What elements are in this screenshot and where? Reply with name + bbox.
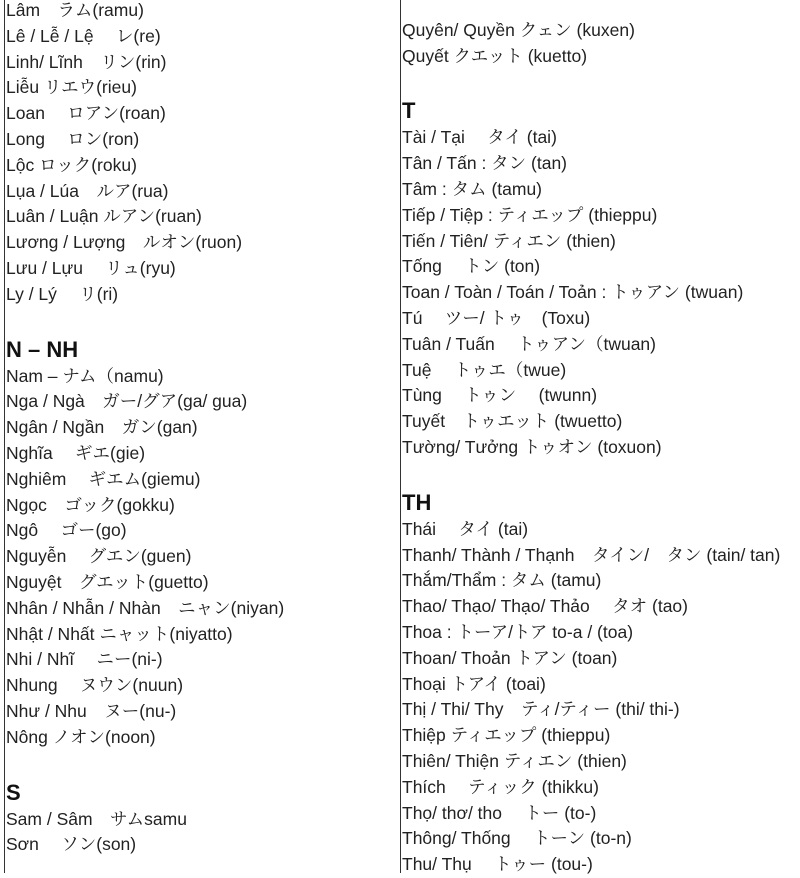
name-entry: Lưu / Lựu リュ(ryu) (6, 257, 176, 278)
name-entry: Tiến / Tiên/ ティエン (thien) (402, 230, 616, 251)
name-entry: Tống トン (ton) (402, 256, 541, 277)
name-entry: Tiếp / Tiệp : ティエップ (thieppu) (402, 204, 658, 225)
name-entry: Sơn ソン(son) (6, 834, 137, 855)
name-entry: Nga / Ngà ガー/グア(ga/ gua) (6, 391, 248, 412)
name-entry: Tuệ トゥエ（twue) (402, 359, 567, 380)
section-gap (402, 69, 798, 97)
name-entry: Lương / Lượng ルオン(ruon) (6, 232, 243, 253)
name-entry: Tú ツー/ トゥ (Toxu) (402, 307, 591, 328)
name-entry: Tuân / Tuấn トゥアン（twuan) (402, 333, 656, 354)
name-entry: Loan ロアン(roan) (6, 103, 166, 124)
name-entry: Tùng トゥン (twunn) (402, 385, 598, 406)
name-entry: Ly / Lý リ(ri) (6, 283, 119, 304)
name-entry: Nhi / Nhĩ ニー(ni-) (6, 649, 163, 670)
cropped-line (402, 0, 798, 18)
name-entry: Lộc ロック(roku) (6, 154, 137, 175)
name-entry: Luân / Luận ルアン(ruan) (6, 206, 202, 227)
column-divider (400, 0, 401, 873)
name-entry: Ngọc ゴック(gokku) (6, 494, 175, 515)
name-entry: Thanh/ Thành / Thạnh タイン/ タン (tain/ tan) (402, 544, 781, 565)
name-entry: Tuyết トゥエット (twuetto) (402, 411, 623, 432)
name-entry: Nông ノオン(noon) (6, 726, 156, 747)
name-entry: Thông/ Thống トーン (to-n) (402, 828, 632, 849)
name-entry: Linh/ Lĩnh リン(rin) (6, 51, 167, 72)
section-heading-th: TH (402, 489, 432, 515)
name-entry: Liễu リエウ(rieu) (6, 77, 137, 98)
section-gap (6, 308, 398, 336)
l-entries-list (6, 0, 398, 308)
name-entry: Thiệp ティエップ (thieppu) (402, 725, 611, 746)
name-entry: Thao/ Thạo/ Thạo/ Thảo タオ (tao) (402, 596, 688, 617)
s-entries-list (6, 807, 398, 859)
name-entry: Thắm/Thẩm : タム (tamu) (402, 570, 602, 591)
name-entry: Ngô ゴー(go) (6, 520, 127, 541)
name-entry: Thích ティック (thikku) (402, 776, 599, 797)
left-border-line (4, 0, 5, 873)
th-entries-list (402, 517, 798, 878)
name-entry: Thu/ Thụ トゥー (tou-) (402, 854, 593, 875)
name-entry: Thiên/ Thiện ティエン (thien) (402, 750, 627, 771)
name-entry: Nhật / Nhất ニャット(niyatto) (6, 623, 233, 644)
name-entry: Tân / Tấn : タン (tan) (402, 153, 568, 174)
t-entries-list (402, 125, 798, 460)
name-entry: Toan / Toàn / Toán / Toản : トゥアン (twuan) (402, 282, 744, 303)
name-entry: Nam – ナム（namu) (6, 365, 164, 386)
name-entry: Lụa / Lúa ルア(rua) (6, 180, 169, 201)
right-column (402, 0, 798, 878)
name-entry: Nghĩa ギエ(gie) (6, 442, 146, 463)
name-entry: Thị / Thi/ Thy ティ/ティー (thi/ thi-) (402, 699, 680, 720)
section-gap (402, 461, 798, 489)
left-column (6, 0, 398, 858)
name-entry: Tài / Tại タイ (tai) (402, 127, 557, 148)
name-entry: Như / Nhu ヌー(nu-) (6, 700, 177, 721)
section-heading-t: T (402, 98, 416, 124)
name-entry: Long ロン(ron) (6, 128, 140, 149)
name-entry: Nguyễn グエン(guen) (6, 546, 192, 567)
name-entry: Tường/ Tưởng トゥオン (toxuon) (402, 436, 662, 457)
name-entry: Thoại トアイ (toai) (402, 673, 546, 694)
section-heading-s: S (6, 779, 21, 805)
n-entries-list (6, 364, 398, 751)
name-entry: Tâm : タム (tamu) (402, 178, 543, 199)
name-entry: Lê / Lễ / Lệ レ(re) (6, 25, 161, 46)
name-entry: Nguyệt グエット(guetto) (6, 571, 209, 592)
name-entry: Nghiêm ギエム(giemu) (6, 468, 201, 489)
name-entry: Ngân / Ngần ガン(gan) (6, 417, 198, 438)
section-gap (6, 751, 398, 779)
name-entry: Nhân / Nhẫn / Nhàn ニャン(niyan) (6, 597, 285, 618)
name-entry: Thọ/ thơ/ tho トー (to-) (402, 802, 597, 823)
name-entry: Sam / Sâm サムsamu (6, 808, 187, 829)
name-entry: Lâm ラム(ramu) (6, 0, 144, 20)
name-entry: Thoan/ Thoản トアン (toan) (402, 647, 618, 668)
name-entry: Thoa : トーア/トア to-a / (toa) (402, 621, 634, 642)
name-entry: Quyết クエット (kuetto) (402, 45, 588, 66)
section-heading-n-nh: N – NH (6, 336, 79, 362)
name-entry: Thái タイ (tai) (402, 518, 529, 539)
name-entry: Nhung ヌウン(nuun) (6, 675, 184, 696)
q-entries-list (402, 18, 798, 70)
name-entry: Quyên/ Quyền クェン (kuxen) (402, 19, 635, 40)
